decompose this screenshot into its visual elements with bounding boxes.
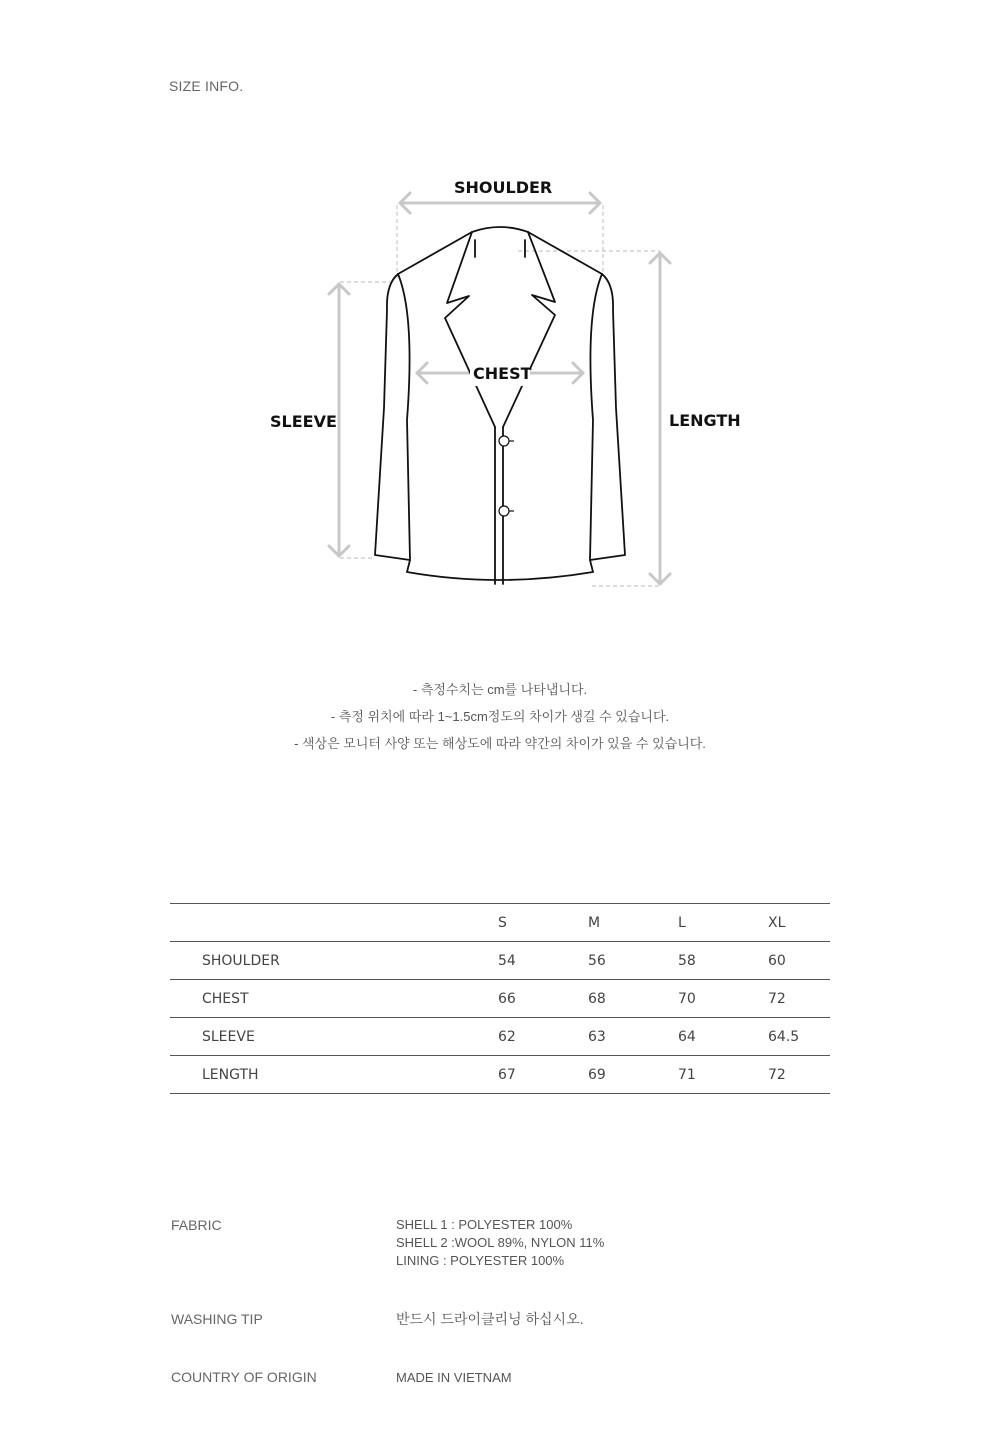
header-blank — [170, 904, 498, 942]
table-cell: 68 — [588, 990, 606, 1007]
note-line: - 측정 위치에 따라 1~1.5cm정도의 차이가 생길 수 있습니다. — [330, 709, 670, 724]
table-cell: 72 — [768, 1066, 786, 1083]
fabric-line: SHELL 2 :WOOL 89%, NYLON 11% — [396, 1235, 605, 1250]
shoulder-label: SHOULDER — [454, 178, 553, 197]
fabric-line: LINING : POLYESTER 100% — [396, 1253, 565, 1268]
table-cell: 72 — [768, 990, 786, 1007]
fabric-label: FABRIC — [171, 1217, 222, 1233]
note-line: - 색상은 모니터 사양 또는 해상도에 따라 약간의 차이가 있을 수 있습니다. — [294, 736, 706, 751]
country-of-origin-label: COUNTRY OF ORIGIN — [171, 1369, 317, 1385]
table-cell: 56 — [588, 952, 606, 969]
chest-label: CHEST — [473, 364, 532, 383]
table-cell: 67 — [498, 1066, 516, 1083]
washing-tip-value: 반드시 드라이클리닝 하십시오. — [396, 1311, 584, 1327]
table-cell: 71 — [678, 1066, 696, 1083]
country-of-origin-value: MADE IN VIETNAM — [396, 1370, 512, 1385]
row-label: CHEST — [202, 990, 249, 1007]
sleeve-label: SLEEVE — [270, 412, 337, 431]
table-cell: 62 — [498, 1028, 516, 1045]
header-cell: L — [678, 914, 686, 931]
header-cell: S — [498, 914, 507, 931]
table-header-row — [170, 904, 830, 942]
washing-tip-label: WASHING TIP — [171, 1311, 263, 1327]
fabric-value — [396, 1216, 604, 1270]
row-label: LENGTH — [202, 1066, 259, 1083]
table-cell: 70 — [678, 990, 696, 1007]
measurement-notes — [0, 680, 1000, 761]
table-cell: 69 — [588, 1066, 606, 1083]
table-cell: 64.5 — [768, 1028, 800, 1045]
row-label: SHOULDER — [202, 952, 280, 969]
table-cell: 54 — [498, 952, 516, 969]
length-label: LENGTH — [669, 411, 741, 430]
size-table — [170, 903, 830, 1094]
header-cell: M — [588, 914, 601, 931]
note-line: - 측정수치는 cm를 나타냅니다. — [412, 682, 588, 697]
table-cell: 64 — [678, 1028, 696, 1045]
fabric-line: SHELL 1 : POLYESTER 100% — [396, 1217, 573, 1232]
table-row — [170, 1056, 830, 1094]
table-cell: 66 — [498, 990, 516, 1007]
table-cell: 60 — [768, 952, 786, 969]
table-cell: 63 — [588, 1028, 606, 1045]
table-row — [170, 980, 830, 1018]
header-cell: XL — [768, 914, 786, 931]
row-label: SLEEVE — [202, 1028, 255, 1045]
section-title: SIZE INFO. — [169, 78, 244, 94]
table-row — [170, 942, 830, 980]
size-diagram — [250, 160, 750, 600]
table-cell: 58 — [678, 952, 696, 969]
table-row — [170, 1018, 830, 1056]
